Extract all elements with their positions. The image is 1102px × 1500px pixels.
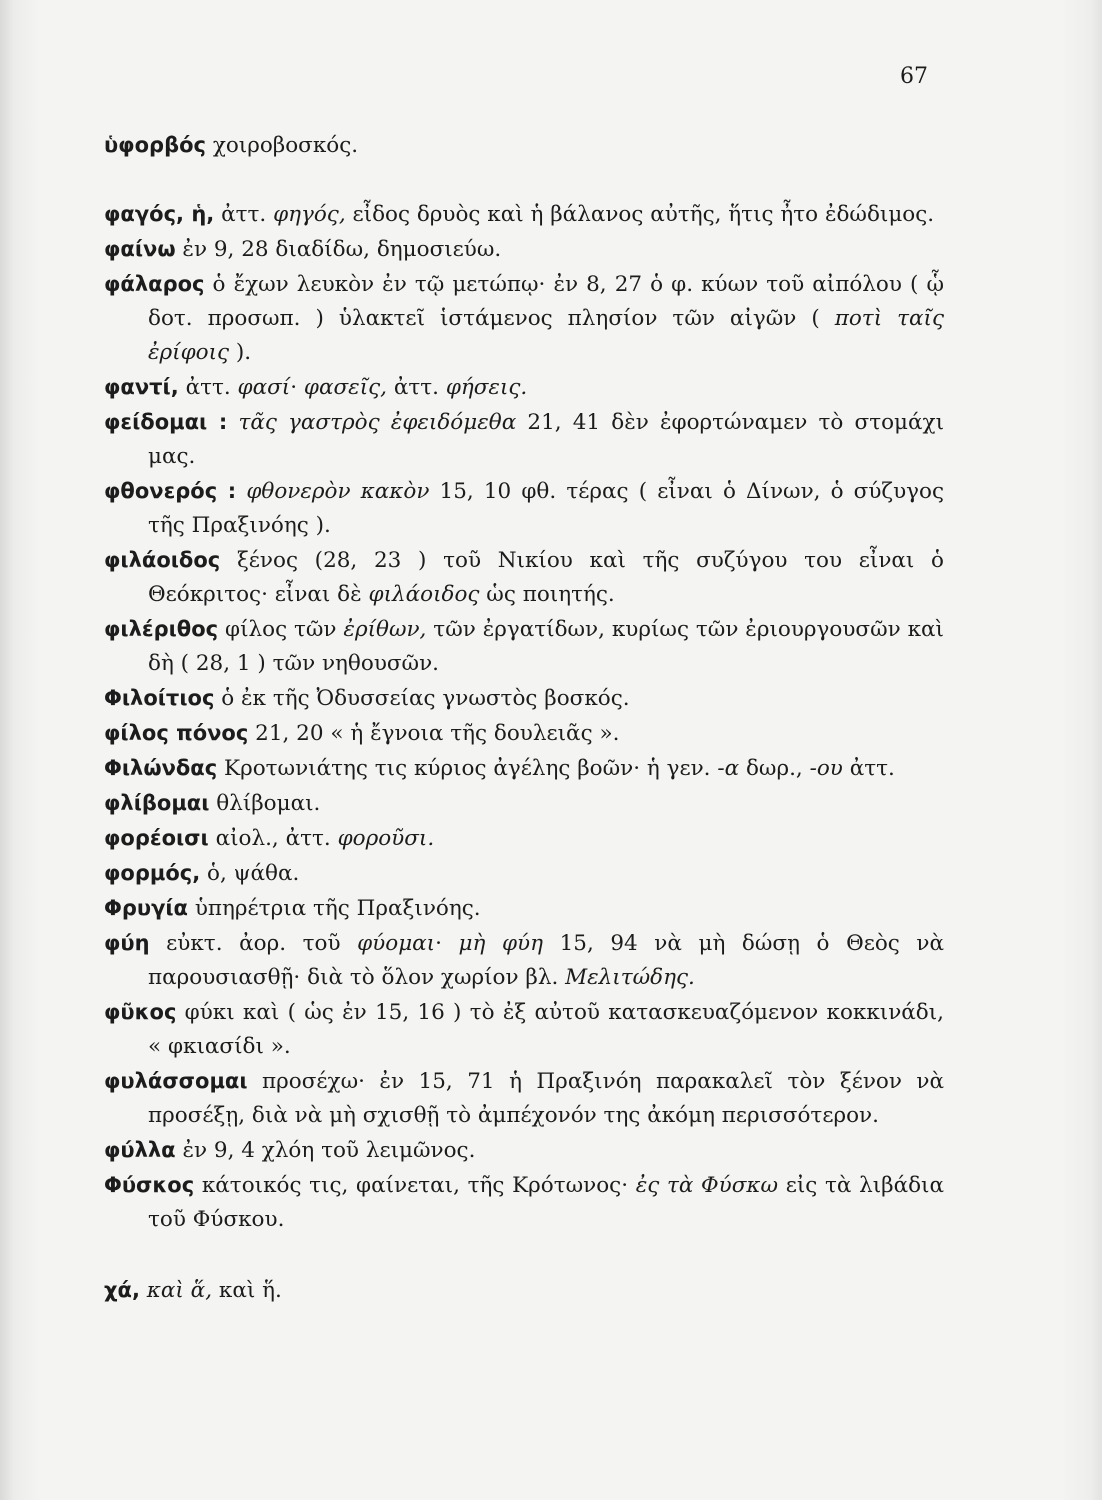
headword: φείδομαι : xyxy=(104,410,228,434)
headword: φυλάσσομαι xyxy=(104,1069,248,1093)
lexicon-entry: Φρυγία ὑπηρέτρια τῆς Πραξινόης. xyxy=(104,896,481,921)
lexicon-entry: φείδομαι : τᾶς γαστρὸς ἐφειδόμεθα 21, 41 δὲν ἐφορτώναμεν τὸ στομάχι μας. xyxy=(104,410,944,469)
lexicon-entry: φορμός, ὁ, ψάθα. xyxy=(104,861,300,886)
headword: φιλέριθος xyxy=(104,617,219,641)
lexicon-entry: Φιλώνδας Κροτωνιάτης τις κύριος ἀγέλης βοῶν· ἡ γεν. -α δωρ., -ου ἀττ. xyxy=(104,756,895,781)
headword: φίλος πόνος xyxy=(104,721,249,745)
lexicon-entries xyxy=(104,128,944,1308)
headword: Φρυγία xyxy=(104,896,188,920)
headword: φαντί, xyxy=(104,375,179,399)
headword: φαγός, ἡ, xyxy=(104,202,215,226)
lexicon-entry: φορέοισι αἰολ., ἀττ. φοροῦσι. xyxy=(104,826,435,851)
lexicon-entry: φίλος πόνος 21, 20 « ἡ ἔγνοια τῆς δουλειᾶς ». xyxy=(104,721,620,746)
lexicon-entry: φαντί, ἀττ. φασί· φασεῖς, ἀττ. φήσεις. xyxy=(104,375,528,400)
headword: φλίβομαι xyxy=(104,791,210,815)
headword: φάλαρος xyxy=(104,272,205,296)
lexicon-entry: ὑφορβός χοιροβοσκός. xyxy=(104,133,359,158)
headword: φαίνω xyxy=(104,237,176,261)
headword: φιλάοιδος xyxy=(104,548,221,572)
lexicon-entry: Φιλοίτιος ὁ ἐκ τῆς Ὀδυσσείας γνωστὸς βοσκός. xyxy=(104,686,630,711)
lexicon-entry: φιλάοιδος ξένος (28, 23 ) τοῦ Νικίου καὶ τῆς συζύγου του εἶναι ὁ Θεόκριτος· εἶναι δὲ φιλάοιδος ὡς ποιητής. xyxy=(104,548,944,607)
page-number: 67 xyxy=(900,64,928,89)
lexicon-entry: φλίβομαι θλίβομαι. xyxy=(104,791,321,816)
lexicon-entry: Φύσκος κάτοικός τις, φαίνεται, τῆς Κρότωνος· ἐς τὰ Φύσκω εἰς τὰ λιβάδια τοῦ Φύσκου. xyxy=(104,1173,944,1232)
lexicon-entry: φυλάσσομαι προσέχω· ἐν 15, 71 ἡ Πραξινόη παρακαλεῖ τὸν ξένον νὰ προσέξῃ, διὰ νὰ μὴ σχισθῇ τὸ ἀμπέχονόν της ἀκόμη περισσότερον. xyxy=(104,1069,944,1128)
lexicon-entry: φθονερός : φθονερὸν κακὸν 15, 10 φθ. τέρας ( εἶναι ὁ Δίνων, ὁ σύζυγος τῆς Πραξινόης ). xyxy=(104,479,944,538)
lexicon-entry: φιλέριθος φίλος τῶν ἐρίθων, τῶν ἐργατίδων, κυρίως τῶν ἐριουργουσῶν καὶ δὴ ( 28, 1 ) τῶν νηθουσῶν. xyxy=(104,617,944,676)
headword: Φύσκος xyxy=(104,1173,195,1197)
lexicon-entry: φάλαρος ὁ ἔχων λευκὸν ἐν τῷ μετώπῳ· ἐν 8, 27 ὁ φ. κύων τοῦ αἰπόλου ( ᾧ δοτ. προσωπ. ) ὑλακτεῖ ἱστάμενος πλησίον τῶν αἰγῶν ( ποτὶ ταῖς ἐρίφοις ). xyxy=(104,272,944,365)
headword: χά, xyxy=(104,1278,140,1302)
lexicon-entry: φῦκος φύκι καὶ ( ὡς ἐν 15, 16 ) τὸ ἐξ αὐτοῦ κατασκευαζόμενον κοκκινάδι, « φκιασίδι ». xyxy=(104,1000,944,1059)
headword: Φιλώνδας xyxy=(104,756,218,780)
lexicon-entry: φύη εὐκτ. ἀορ. τοῦ φύομαι· μὴ φύη 15, 94 νὰ μὴ δώσῃ ὁ Θεὸς νὰ παρουσιασθῇ· διὰ τὸ ὅλον χωρίον βλ. Μελιτώδης. xyxy=(104,931,944,990)
headword: φῦκος xyxy=(104,1000,177,1024)
lexicon-entry: χά, καὶ ἅ, καὶ ἥ. xyxy=(104,1278,282,1303)
lexicon-entry: φαίνω ἐν 9, 28 διαδίδω, δημοσιεύω. xyxy=(104,237,502,262)
lexicon-entry: φύλλα ἐν 9, 4 χλόη τοῦ λειμῶνος. xyxy=(104,1138,476,1163)
headword: φορέοισι xyxy=(104,826,209,850)
headword: φύη xyxy=(104,931,150,955)
lexicon-entry: φαγός, ἡ, ἀττ. φηγός, εἶδος δρυὸς καὶ ἡ βάλανος αὐτῆς, ἥτις ἦτο ἐδώδιμος. xyxy=(104,202,935,227)
headword: φορμός, xyxy=(104,861,201,885)
headword: ὑφορβός xyxy=(104,133,206,157)
headword: Φιλοίτιος xyxy=(104,686,215,710)
headword: φύλλα xyxy=(104,1138,176,1162)
headword: φθονερός : xyxy=(104,479,237,503)
